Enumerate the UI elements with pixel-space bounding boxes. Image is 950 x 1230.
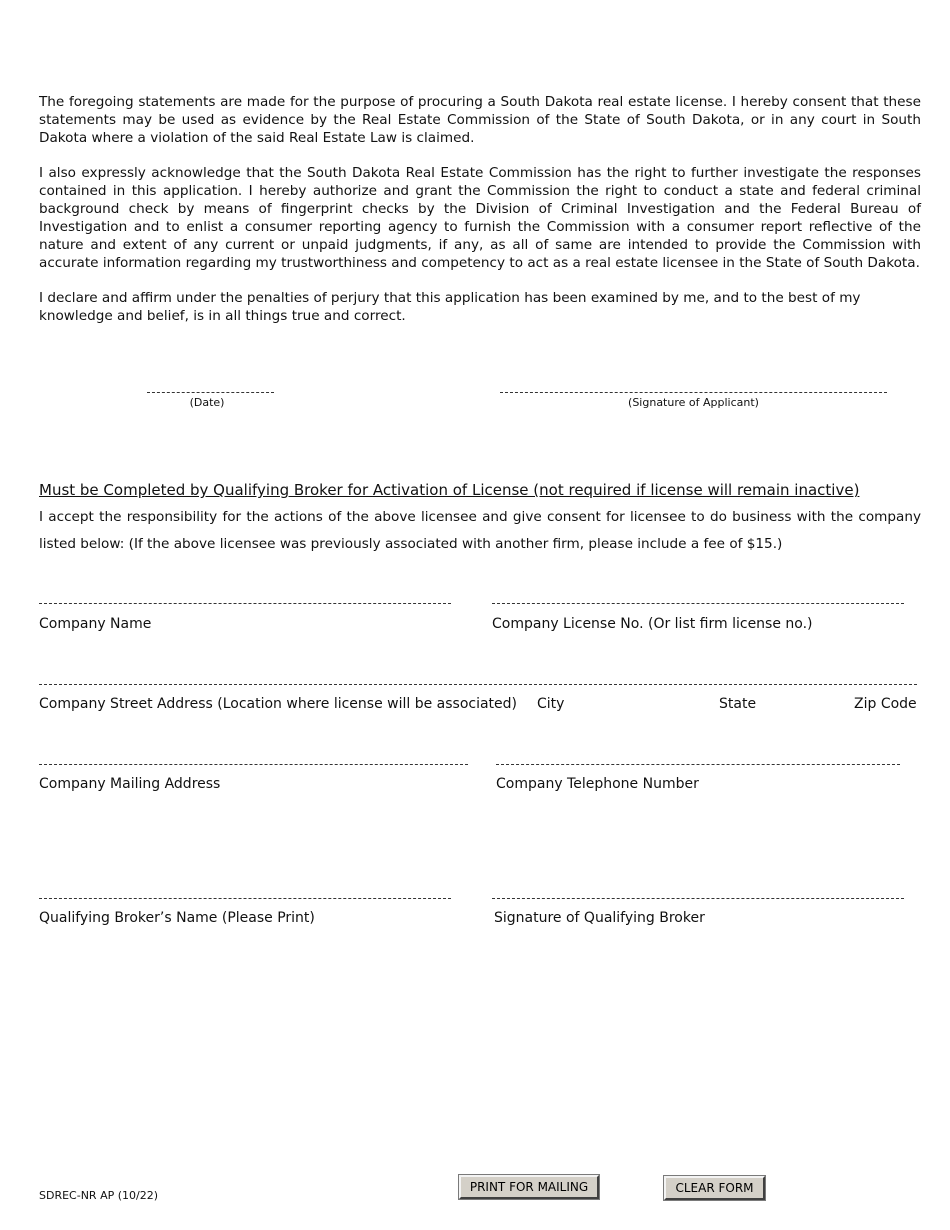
company-license-label: Company License No. (Or list firm license no.) (492, 616, 813, 632)
city-label: City (537, 696, 565, 712)
broker-consent-text: I accept the responsibility for the actions of the above licensee and give consent for licensee to do business with the company listed below: (If the above licensee was previously associated with another firm, please include a fee of $15.) (39, 509, 921, 552)
zip-label: Zip Code (854, 696, 917, 712)
form-id: SDREC-NR AP (10/22) (39, 1189, 159, 1202)
state-label: State (719, 696, 757, 712)
broker-section-heading: Must be Completed by Qualifying Broker for Activation of License (not required if license will remain inactive) (39, 481, 860, 499)
print-for-mailing-button[interactable]: PRINT FOR MAILING (459, 1175, 599, 1199)
clear-form-button[interactable]: CLEAR FORM (664, 1176, 765, 1200)
date-label: (Date) (189, 396, 225, 409)
street-address-line[interactable] (39, 684, 917, 685)
broker-name-line[interactable] (39, 898, 451, 899)
street-address-label: Company Street Address (Location where license will be associated) (39, 696, 518, 712)
company-name-line[interactable] (39, 603, 451, 604)
telephone-label: Company Telephone Number (496, 776, 699, 792)
mailing-address-line[interactable] (39, 764, 468, 765)
company-name-label: Company Name (39, 616, 152, 632)
authorization-paragraph: I also expressly acknowledge that the South Dakota Real Estate Commission has the right to further investigate the responses contained in this application. I hereby authorize and grant the Commission the right to conduct a state and federal criminal background check by means of fingerprint checks by the Division of Criminal Investigation and the Federal Bureau of Investigation and to enlist a consumer reporting agency to furnish the Commission with a consumer report reflective of the nature and extent of any current or unpaid judgments, if any, as all of same are intended to provide the Commission with accurate information regarding my trustworthiness and competency to act as a real estate licensee in the State of South Dakota. (39, 165, 921, 271)
broker-name-label: Qualifying Broker’s Name (Please Print) (39, 910, 315, 926)
date-line[interactable] (147, 392, 274, 393)
mailing-address-label: Company Mailing Address (39, 776, 221, 792)
broker-signature-line[interactable] (492, 898, 904, 899)
affirmation-paragraph: I declare and affirm under the penalties of perjury that this application has been examined by me, and to the best of my knowledge and belief, is in all things true and correct. (39, 290, 861, 324)
broker-signature-label: Signature of Qualifying Broker (494, 910, 705, 926)
telephone-line[interactable] (496, 764, 900, 765)
applicant-signature-label: (Signature of Applicant) (628, 396, 759, 409)
applicant-signature-line[interactable] (500, 392, 887, 393)
statement-paragraph: The foregoing statements are made for the purpose of procuring a South Dakota real estate license. I hereby consent that these statements may be used as evidence by the Real Estate Commission of the State of South Dakota, or in any court in South Dakota where a violation of the said Real Estate Law is claimed. (39, 94, 921, 146)
company-license-line[interactable] (492, 603, 904, 604)
